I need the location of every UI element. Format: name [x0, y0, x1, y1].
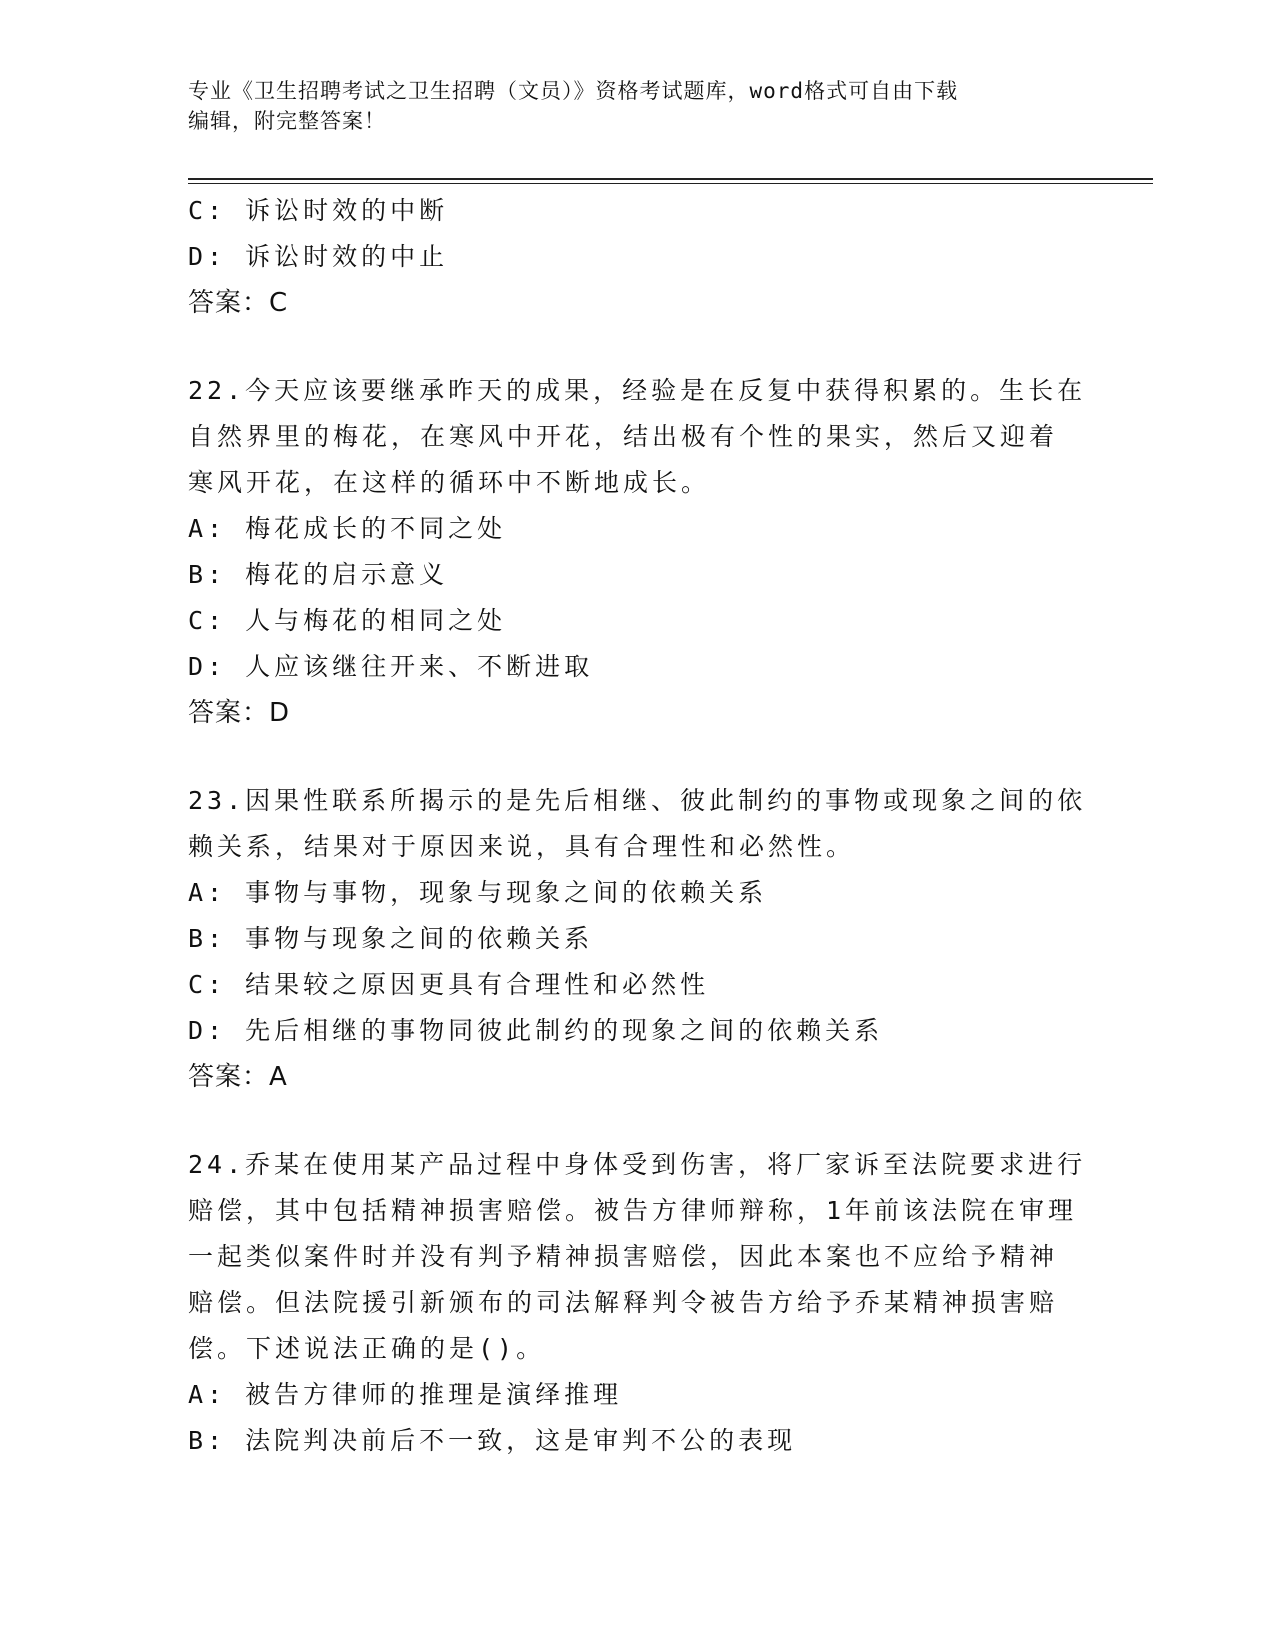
option-a: A: 梅花成长的不同之处	[188, 514, 507, 543]
option-d: D: 诉讼时效的中止	[188, 242, 449, 271]
option-d: D: 人应该继往开来、不断进取	[188, 652, 594, 681]
option-c: C: 诉讼时效的中断	[188, 196, 449, 225]
question-23	[188, 778, 1088, 1100]
header-rule-thick	[188, 178, 1153, 180]
stem-line: 赔偿。但法院援引新颁布的司法解释判令被告方给予乔某精神损害赔	[188, 1288, 1059, 1317]
option-a: A: 被告方律师的推理是演绎推理	[188, 1380, 623, 1409]
stem-line: 23.因果性联系所揭示的是先后相继、彼此制约的事物或现象之间的依	[188, 786, 1087, 815]
stem-line: 偿。下述说法正确的是()。	[188, 1334, 546, 1363]
question-24	[188, 1142, 1088, 1464]
option-b: B: 梅花的启示意义	[188, 560, 449, 589]
question-22	[188, 368, 1088, 736]
header-line-2: 编辑，附完整答案！	[188, 109, 386, 133]
stem-line: 赔偿，其中包括精神损害赔偿。被告方律师辩称，1年前该法院在审理	[188, 1196, 1078, 1225]
question-stem	[188, 368, 1088, 506]
header-line-1: 专业《卫生招聘考试之卫生招聘（文员）》资格考试题库，word格式可自由下载	[188, 79, 959, 103]
stem-line: 赖关系，结果对于原因来说，具有合理性和必然性。	[188, 832, 856, 861]
option-c: C: 人与梅花的相同之处	[188, 606, 507, 635]
stem-line: 22.今天应该要继承昨天的成果，经验是在反复中获得积累的。生长在	[188, 376, 1087, 405]
stem-line: 24.乔某在使用某产品过程中身体受到伤害，将厂家诉至法院要求进行	[188, 1150, 1087, 1179]
header-rule-thin	[188, 183, 1153, 184]
answer-line: 答案：C	[188, 288, 289, 318]
stem-line: 一起类似案件时并没有判予精神损害赔偿，因此本案也不应给予精神	[188, 1242, 1059, 1271]
option-c: C: 结果较之原因更具有合理性和必然性	[188, 970, 710, 999]
document-header	[188, 76, 1068, 136]
answer-line: 答案：A	[188, 1062, 288, 1092]
option-d: D: 先后相继的事物同彼此制约的现象之间的依赖关系	[188, 1016, 884, 1045]
question-stem	[188, 1142, 1088, 1372]
option-b: B: 事物与现象之间的依赖关系	[188, 924, 594, 953]
question-stem	[188, 778, 1088, 870]
stem-line: 寒风开花，在这样的循环中不断地成长。	[188, 468, 711, 497]
answer-line: 答案：D	[188, 698, 291, 728]
option-a: A: 事物与事物，现象与现象之间的依赖关系	[188, 878, 768, 907]
question-list	[188, 188, 1088, 1464]
previous-question-tail	[188, 188, 1088, 326]
stem-line: 自然界里的梅花，在寒风中开花，结出极有个性的果实，然后又迎着	[188, 422, 1059, 451]
option-b: B: 法院判决前后不一致，这是审判不公的表现	[188, 1426, 797, 1455]
